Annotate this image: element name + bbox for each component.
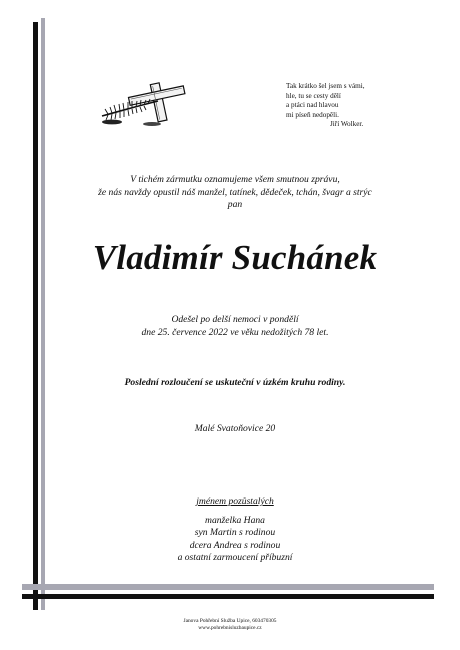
address: Malé Svatoňovice 20	[194, 423, 276, 434]
poem-quote	[286, 82, 426, 130]
deceased-name: Vladimír Suchánek	[92, 238, 378, 277]
mourner-line: a ostatní zarmoucení příbuzní	[177, 552, 293, 564]
death-line: dne 25. července 2022 ve věku nedožitých 78 let.	[141, 326, 329, 338]
mourners-heading: jménem pozůstalých	[196, 496, 274, 507]
footer-website: www.pohrebnisluzbaupice.cz	[198, 625, 262, 631]
intro-line: pan	[227, 199, 243, 211]
farewell-notice: Poslední rozloučení se uskuteční v úzkém kruhu rodiny.	[124, 377, 346, 388]
mourner-line: dcera Andrea s rodinou	[189, 539, 281, 551]
bottom-gray-border-bar	[22, 584, 434, 590]
death-line: Odešel po delší nemoci v pondělí	[171, 314, 299, 325]
bottom-black-border-bar	[22, 594, 434, 599]
death-notice	[50, 314, 420, 339]
intro-line: že nás navždy opustil náš manžel, tatínek, dědeček, tchán, švagr a strýc	[98, 186, 372, 198]
left-black-border-bar	[33, 22, 38, 610]
mourner-line: manželka Hana	[205, 514, 265, 526]
poem-line: a ptáci nad hlavou	[286, 101, 339, 109]
funeral-service-footer	[150, 618, 310, 632]
poem-line: hle, tu se cesty dělí	[286, 91, 341, 100]
footer-line: Janova Pohřební Služba Upice, 603470305	[183, 618, 277, 624]
poem-line: Tak krátko šel jsem s vámi,	[286, 82, 365, 90]
intro-line: V tichém zármutku oznamujeme všem smutnou zprávu,	[130, 174, 340, 185]
left-gray-border-bar	[41, 18, 45, 610]
mourner-line: syn Martin s rodinou	[194, 527, 276, 539]
poem-line: mi píseň nedopěli.	[286, 110, 339, 119]
mourners-block	[50, 496, 420, 565]
intro-announcement	[50, 174, 420, 212]
poem-author: Jiří Wolker.	[330, 120, 364, 128]
cross-with-palm-branch-icon	[100, 78, 192, 128]
